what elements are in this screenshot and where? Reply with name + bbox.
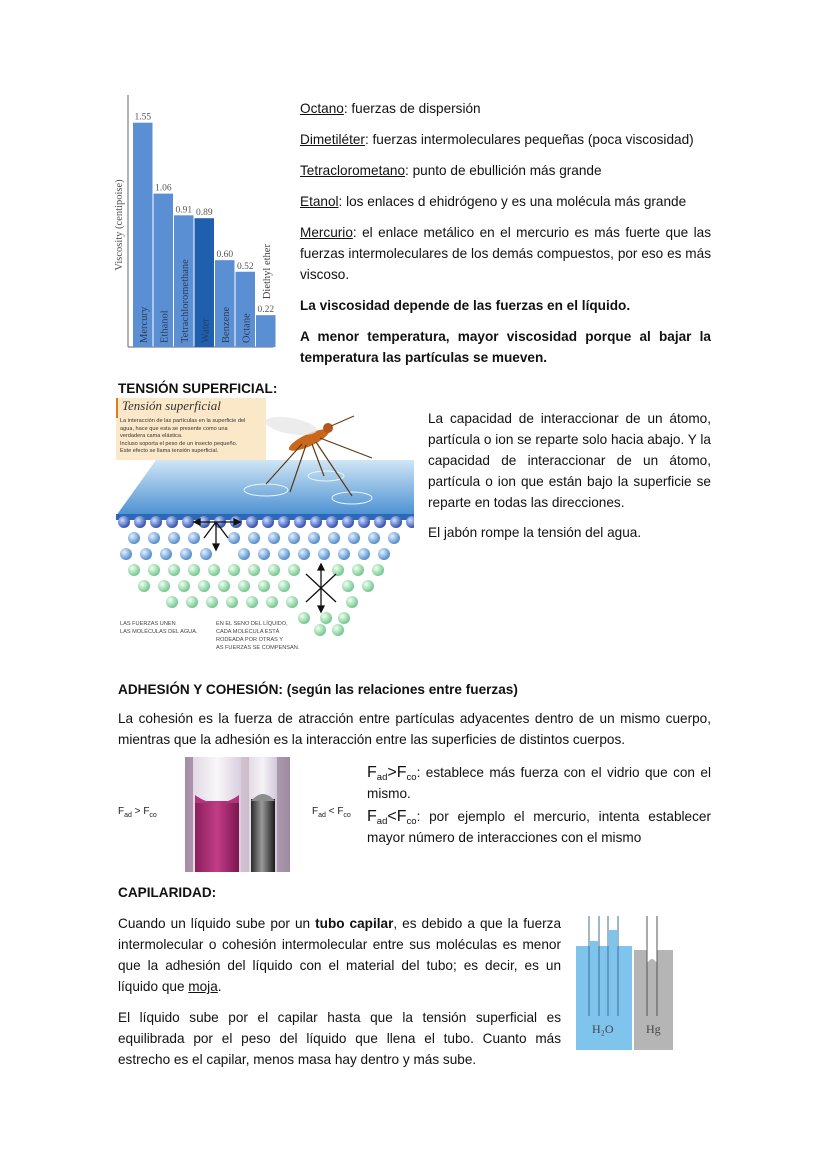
- surface-molecule: [326, 516, 338, 528]
- note-etanol: Etanol: los enlaces d ehidrógeno y es una molécula más grande: [300, 194, 687, 209]
- value-label: 1.55: [134, 112, 152, 123]
- bulk-molecule: [332, 624, 344, 636]
- bulk-molecule: [308, 532, 320, 544]
- bulk-molecule: [188, 532, 200, 544]
- bulk-molecule: [338, 612, 350, 624]
- bulk-molecule: [258, 580, 270, 592]
- bulk-molecule: [206, 596, 218, 608]
- bulk-molecule: [328, 532, 340, 544]
- bulk-molecule: [278, 580, 290, 592]
- bulk-molecule: [298, 612, 310, 624]
- bulk-molecule: [348, 532, 360, 544]
- bulk-molecule: [200, 548, 212, 560]
- chart-y-axis-label: Viscosity (centipoise): [114, 179, 125, 271]
- value-label: 0.60: [216, 250, 234, 261]
- test-tubes-image: [185, 757, 290, 872]
- temperature-conclusion: A menor temperatura, mayor viscosidad porque al bajar la temperatura las partículas se mueven.: [300, 329, 711, 365]
- adhesion-explanations: [367, 762, 711, 848]
- figure-label-right: EN EL SENO DEL LÍQUIDO, CADA MOLÉCULA ESTÁ RODEADA POR OTRAS Y AS FUERZAS SE COMPENSAN.: [216, 621, 300, 651]
- surface-molecule: [166, 516, 178, 528]
- capilaridad-paragraph-2: El líquido sube por el capilar hasta que la tensión superficial es equilibrada por el peso del líquido que llena el tubo. Cuanto más estrecho es el capilar, menos masa hay dentro y más sube.: [118, 1010, 561, 1067]
- bulk-molecule: [138, 580, 150, 592]
- bulk-molecule: [388, 532, 400, 544]
- bulk-molecule: [338, 548, 350, 560]
- note-octano: Octano: fuerzas de dispersión: [300, 101, 481, 116]
- bulk-molecule: [148, 564, 160, 576]
- bulk-molecule: [314, 624, 326, 636]
- value-label: 0.89: [195, 208, 213, 219]
- bulk-molecule: [148, 532, 160, 544]
- bulk-molecule: [362, 580, 374, 592]
- label-fad-lt-fco: $F_{ad} < F_{co}$: [312, 806, 351, 819]
- surface-molecule: [342, 516, 354, 528]
- bulk-molecule: [268, 532, 280, 544]
- bulk-molecule: [186, 596, 198, 608]
- bulk-molecule: [218, 580, 230, 592]
- tension-heading: TENSIÓN SUPERFICIAL:: [118, 381, 278, 396]
- tension-paragraph-2: El jabón rompe la tensión del agua.: [428, 525, 642, 540]
- bulk-molecule: [238, 580, 250, 592]
- bulk-molecule: [140, 548, 152, 560]
- bulk-molecule: [178, 580, 190, 592]
- note-dimetileter: Dimetiléter: fuerzas intermoleculares pequeñas (poca viscosidad): [300, 132, 694, 147]
- viscosity-conclusion: La viscosidad depende de las fuerzas en el líquido.: [300, 298, 631, 313]
- value-label: 1.06: [154, 183, 172, 194]
- surface-molecule: [294, 516, 306, 528]
- bulk-molecule: [208, 564, 220, 576]
- bulk-molecule: [128, 532, 140, 544]
- capilaridad-paragraph-1: Cuando un líquido sube por un tubo capilar, es debido a que la fuerza intermolecular o cohesión intermolecular entre sus moléculas es menor que la adhesión del líquido con el material del tubo; es decir, es un líquido que moja.: [118, 916, 562, 994]
- note-tetraclorometano: Tetraclorometano: punto de ebullición más grande: [300, 163, 602, 178]
- bulk-molecule: [320, 612, 332, 624]
- bulk-molecule: [226, 596, 238, 608]
- surface-tension-figure: [116, 398, 414, 652]
- label-fad-gt-fco: $F_{ad} > F_{co}$: [118, 806, 157, 819]
- bulk-molecule: [238, 548, 250, 560]
- adhesion-less: $F_{ad}<F_{co}$: por ejemplo el mercurio, intenta establecer mayor número de interacciones con el mismo: [367, 808, 711, 845]
- bulk-molecule: [378, 548, 390, 560]
- bulk-molecule: [248, 564, 260, 576]
- surface-molecule: [134, 516, 146, 528]
- surface-molecule: [310, 516, 322, 528]
- bulk-force-arrows: [306, 564, 336, 612]
- category-label: Octane: [241, 313, 253, 343]
- bulk-molecule: [188, 564, 200, 576]
- bulk-molecule: [180, 548, 192, 560]
- category-label: Water: [200, 318, 212, 343]
- bulk-molecule: [120, 548, 132, 560]
- bulk-molecule: [358, 548, 370, 560]
- surface-molecule: [374, 516, 386, 528]
- label-mercury: Hg: [646, 1022, 661, 1036]
- bulk-molecule: [368, 532, 380, 544]
- bulk-molecule: [268, 564, 280, 576]
- bulk-molecule: [160, 548, 172, 560]
- category-label: Mercury: [138, 306, 150, 343]
- bulk-molecule: [166, 596, 178, 608]
- bulk-molecule: [158, 580, 170, 592]
- surface-molecule: [182, 516, 194, 528]
- bulk-molecule: [318, 548, 330, 560]
- bulk-molecule: [342, 580, 354, 592]
- surface-molecule: [262, 516, 274, 528]
- bulk-molecule: [168, 532, 180, 544]
- bulk-molecule: [198, 580, 210, 592]
- bulk-molecule: [288, 532, 300, 544]
- adhesion-greater: $F_{ad}>F_{co}$: establece más fuerza con el vidrio que con el mismo.: [367, 764, 711, 801]
- category-label: Tetrachloromethane: [179, 259, 191, 343]
- surface-molecule: [118, 516, 130, 528]
- bulk-molecule: [266, 596, 278, 608]
- category-label: Diethyl ether: [261, 244, 273, 300]
- note-mercurio: Mercurio: el enlace metálico en el mercurio es más fuerte que las fuerzas intermoleculares de los demás compuestos, por eso es más viscoso.: [300, 225, 711, 282]
- bulk-molecule: [258, 548, 270, 560]
- capilaridad-heading: CAPILARIDAD:: [118, 885, 217, 900]
- value-label: 0.91: [175, 205, 193, 216]
- figure-caption: La interacción de las partículas en la superficie del agua, hace que esta se presente como una verdadera cama elástica. Incluso soporta el peso de un insecto pequeño. Este efecto se llama tensión superficial.: [120, 418, 246, 455]
- surface-molecule: [358, 516, 370, 528]
- surface-molecule: [150, 516, 162, 528]
- meniscus-photo: [185, 757, 290, 872]
- bulk-molecule: [278, 548, 290, 560]
- tension-text: [428, 408, 711, 543]
- viscosity-notes: [300, 98, 711, 368]
- surface-molecule: [278, 516, 290, 528]
- value-label: 0.52: [236, 261, 254, 272]
- bulk-molecule: [228, 532, 240, 544]
- bulk-molecule: [372, 564, 384, 576]
- label-water: H₂O: [592, 1022, 614, 1036]
- figure-label-left: LAS FUERZAS UNEN LAS MOLÉCULAS DEL AGUA.: [120, 621, 198, 635]
- bulk-molecule: [288, 564, 300, 576]
- bulk-molecule: [128, 564, 140, 576]
- tension-paragraph-1: La capacidad de interaccionar de un átomo, partícula o ion se reparte solo hacia abajo. Y la capacidad de interaccionar de un átomo, partícula o ion que están bajo la superficie se reparte en todas las direcciones.: [428, 411, 711, 510]
- viscosity-chart: [100, 95, 285, 360]
- capilaridad-text: [118, 913, 561, 1070]
- category-label: Ethanol: [159, 310, 171, 343]
- surface-molecule: [246, 516, 258, 528]
- figure-title: Tensión superficial: [122, 398, 221, 413]
- bar-diethyl-ether: [256, 315, 276, 347]
- capillary-figure: [574, 916, 674, 1050]
- bulk-molecule: [168, 564, 180, 576]
- bulk-molecule: [228, 564, 240, 576]
- bulk-molecule: [298, 548, 310, 560]
- adhesion-heading: ADHESIÓN Y COHESIÓN: (según las relaciones entre fuerzas): [118, 682, 518, 697]
- bulk-molecule: [352, 564, 364, 576]
- adhesion-paragraph: La cohesión es la fuerza de atracción entre partículas adyacentes dentro de un mismo cuerpo, mientras que la adhesión es la interacción entre las superficies de distintos cuerpos.: [118, 711, 711, 747]
- category-label: Benzene: [220, 306, 232, 343]
- bulk-molecule: [332, 564, 344, 576]
- surface-molecule: [390, 516, 402, 528]
- bulk-molecule: [248, 532, 260, 544]
- bulk-molecule: [346, 596, 358, 608]
- value-label: 0.22: [257, 305, 275, 316]
- bulk-molecule: [246, 596, 258, 608]
- bulk-molecule: [286, 596, 298, 608]
